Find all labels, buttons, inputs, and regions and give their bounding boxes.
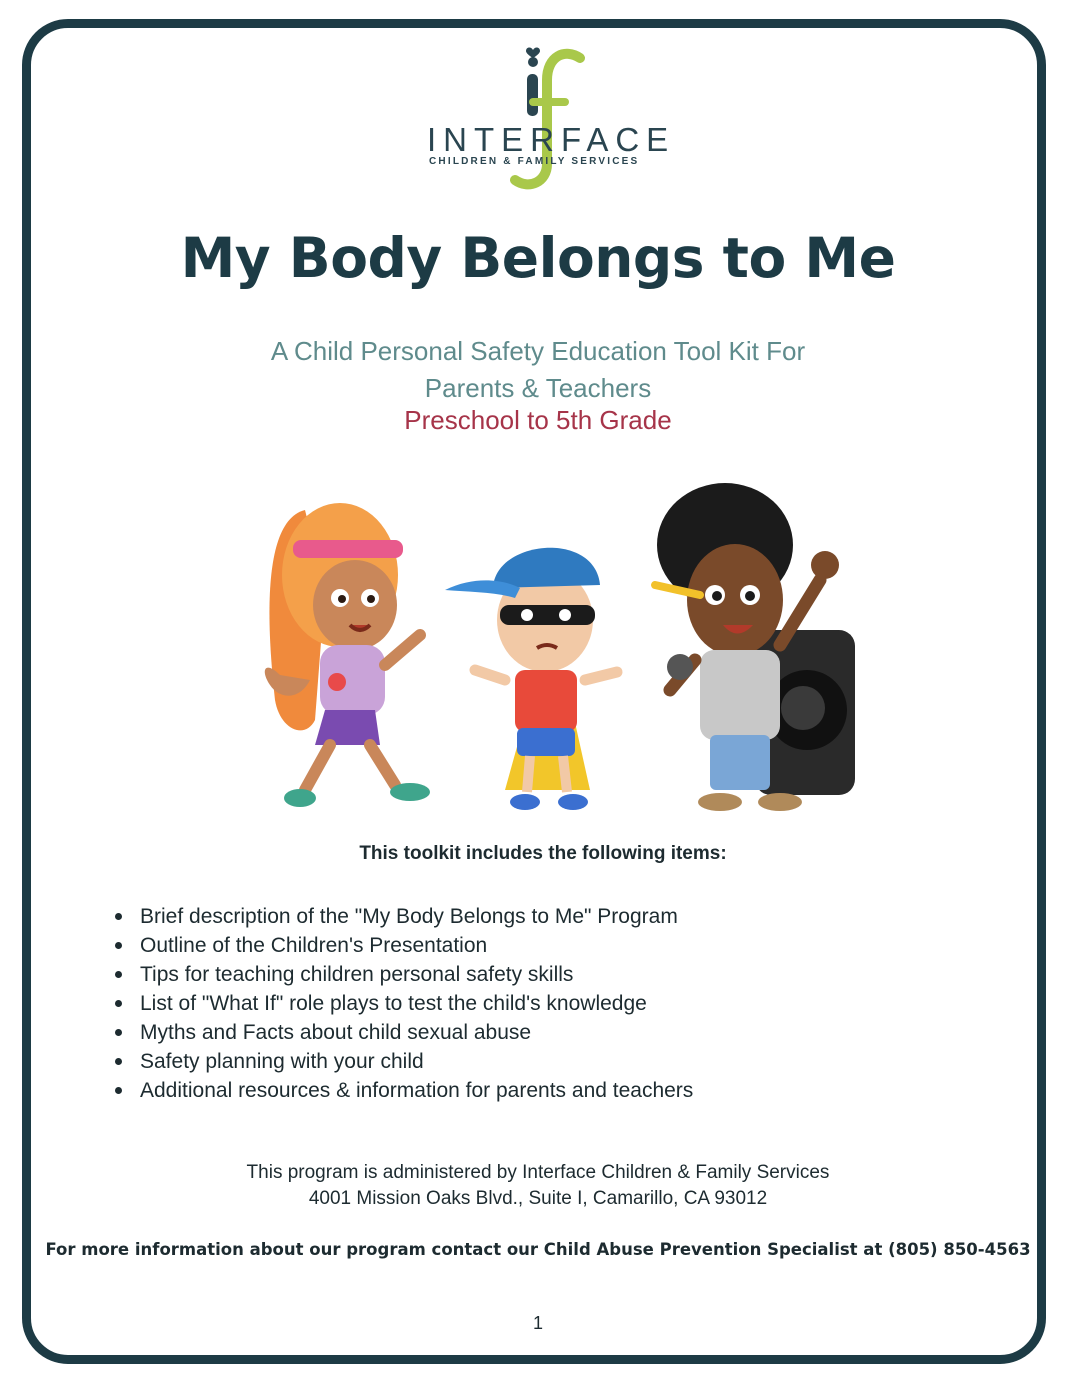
logo-wordmark: INTERFACE [427,121,676,158]
list-item: Outline of the Children's Presentation [112,931,693,960]
characters-illustration [245,470,875,820]
list-item: Brief description of the "My Body Belongs to Me" Program [112,902,693,931]
administrator-info [0,1160,1076,1212]
girl-character [265,503,430,807]
administrator-line: This program is administered by Interface Children & Family Services [246,1162,830,1183]
list-item: List of "What If" role plays to test the child's knowledge [112,989,693,1018]
mic-boy-character [655,483,855,811]
list-item: Tips for teaching children personal safety skills [112,960,693,989]
toolkit-includes-heading: This toolkit includes the following items: [359,843,727,864]
bullet-icon [115,913,122,920]
bullet-icon [115,971,122,978]
subtitle-line-1: A Child Personal Safety Education Tool Kit For [270,336,806,366]
page-number: 1 [532,1313,543,1333]
list-item: Safety planning with your child [112,1047,693,1076]
subtitle [0,333,1076,407]
list-item: Myths and Facts about child sexual abuse [112,1018,693,1047]
address-line: 4001 Mission Oaks Blvd., Suite I, Camarillo, CA 93012 [308,1188,768,1209]
list-item: Additional resources & information for parents and teachers [112,1076,693,1105]
masked-boy-character [445,548,617,810]
bullet-icon [115,1000,122,1007]
bullet-icon [115,1058,122,1065]
bullet-icon [115,1087,122,1094]
contact-info: For more information about our program contact our Child Abuse Prevention Specialist at (805) 850-4563 [45,1240,1031,1259]
page-title: My Body Belongs to Me [180,226,896,290]
grade-range: Preschool to 5th Grade [404,405,672,435]
toolkit-items-list [112,902,693,1105]
bullet-icon [115,1029,122,1036]
interface-logo [415,44,676,194]
if-heart-logo-icon [415,44,676,194]
logo-tagline: CHILDREN & FAMILY SERVICES [429,156,640,167]
subtitle-line-2: Parents & Teachers [424,373,652,403]
bullet-icon [115,942,122,949]
